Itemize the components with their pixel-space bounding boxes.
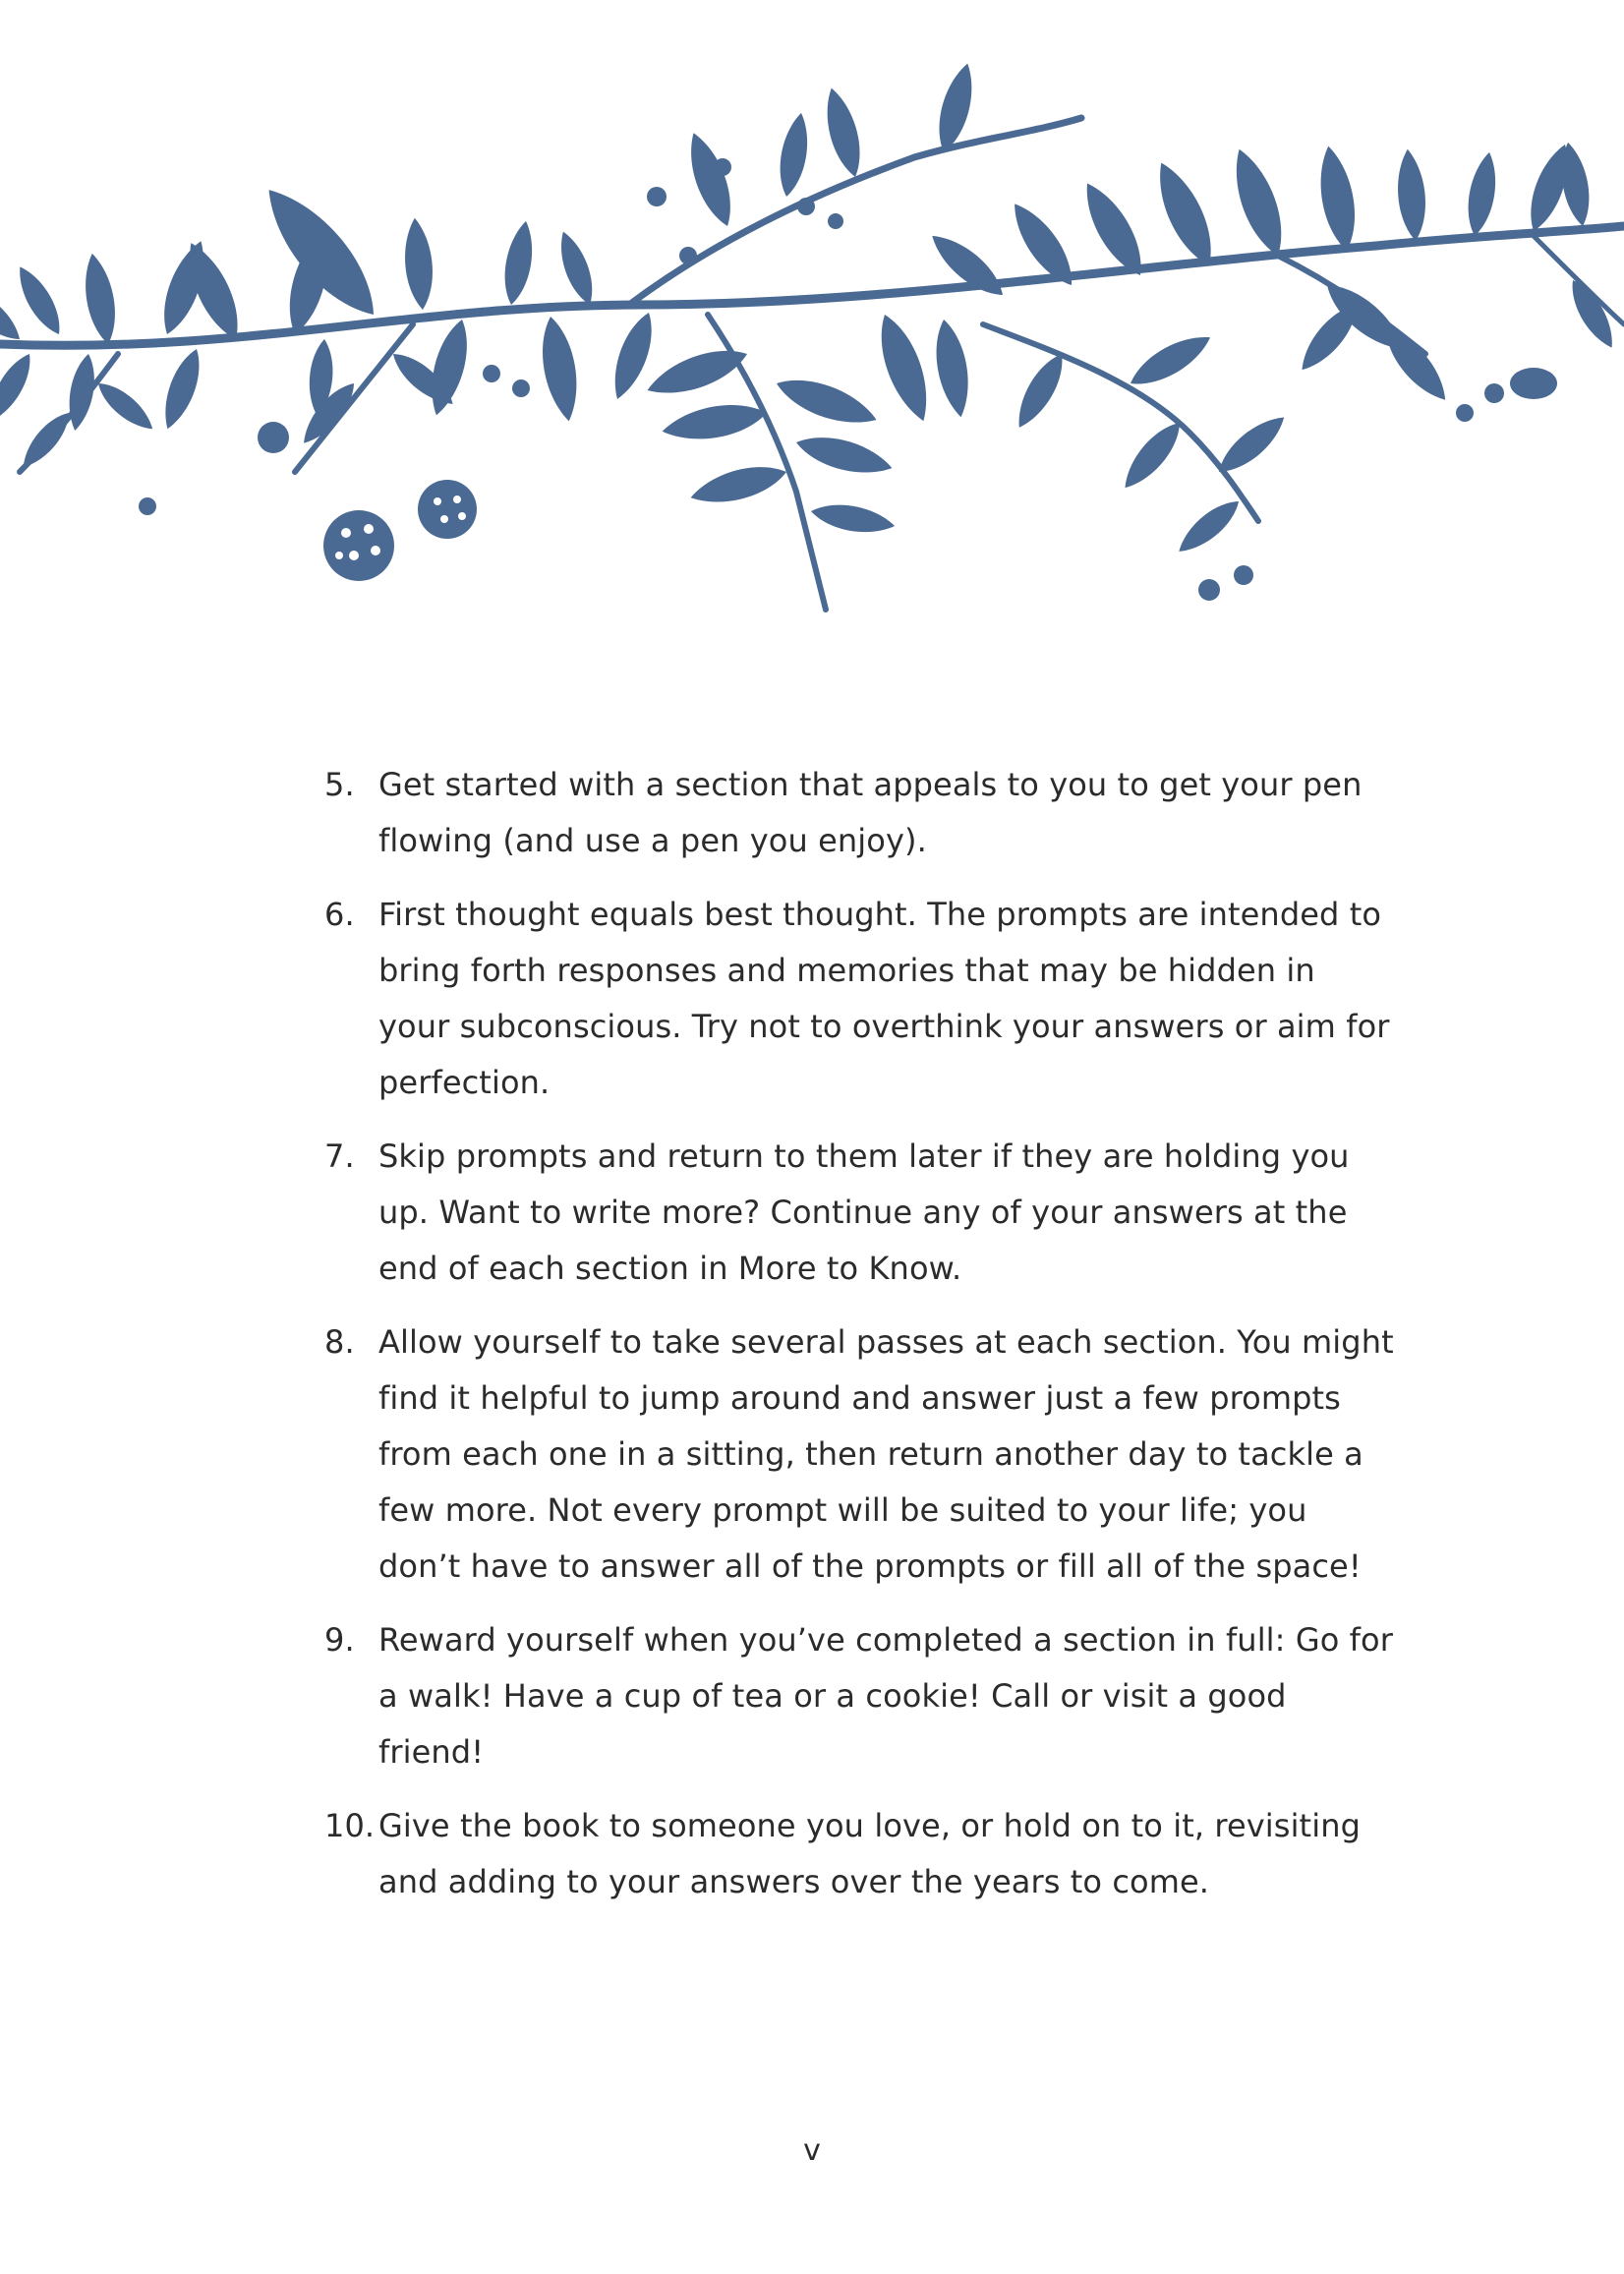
list-item-number: 6. (324, 896, 355, 933)
page-number: v (803, 2133, 821, 2168)
list-item-number: 8. (324, 1323, 355, 1361)
list-item-text: Reward yourself when you’ve completed a section in full: Go for a walk! Have a cup of tea or a cookie! Call or visit a good friend! (378, 1621, 1393, 1771)
list-item-number: 9. (324, 1621, 355, 1659)
list-item-number: 10. (324, 1807, 376, 1844)
list-item-number: 7. (324, 1137, 355, 1175)
instruction-list (324, 757, 1396, 1928)
botanical-vine-illustration (0, 59, 1624, 649)
list-item (324, 757, 1396, 869)
list-item-text: Get started with a section that appeals to you to get your pen flowing (and use a pen you enjoy). (378, 766, 1363, 859)
list-item (324, 1612, 1396, 1780)
list-item-text: Allow yourself to take several passes at each section. You might find it helpful to jump around and answer just a few prompts from each one in a sitting, then return another day to tackle a few more. Not every prompt will be suited to your life; you don’t have to answer all of the prompts or fill all of the space! (378, 1323, 1394, 1585)
list-item (324, 1129, 1396, 1297)
list-item-text: Give the book to someone you love, or hold on to it, revisiting and adding to your answers over the years to come. (378, 1807, 1361, 1900)
list-item (324, 1798, 1396, 1910)
list-item-text: First thought equals best thought. The prompts are intended to bring forth responses and memories that may be hidden in your subconscious. Try not to overthink your answers or aim for perfection. (378, 896, 1390, 1101)
list-item-text: Skip prompts and return to them later if they are holding you up. Want to write more? Continue any of your answers at the end of each section in More to Know. (378, 1137, 1350, 1287)
list-item (324, 887, 1396, 1111)
list-item (324, 1314, 1396, 1595)
list-item-number: 5. (324, 766, 355, 803)
